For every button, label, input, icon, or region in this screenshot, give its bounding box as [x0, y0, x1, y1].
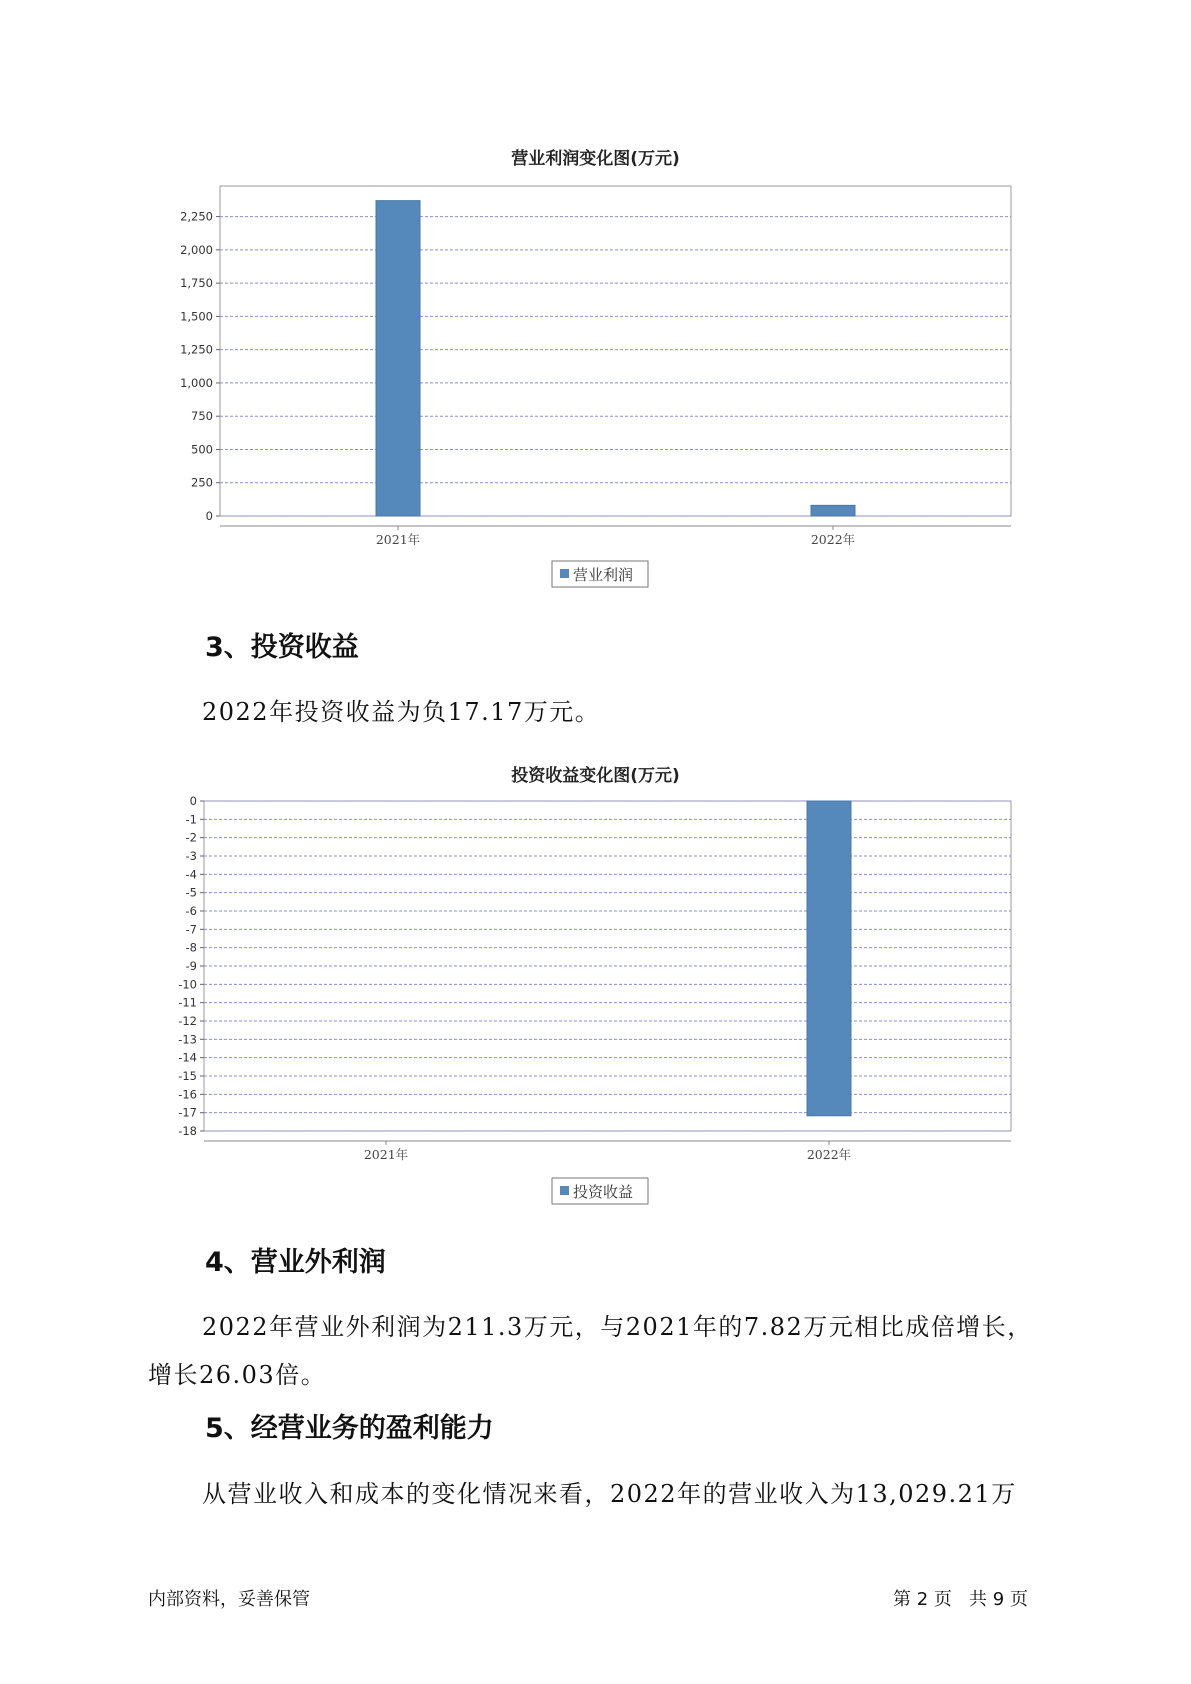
section-4-heading: 4、营业外利润: [205, 1247, 386, 1278]
x-tick-label: 2022年: [806, 1147, 852, 1162]
section-4-text-line2: 增长26.03倍。: [148, 1361, 327, 1389]
legend-swatch: [560, 569, 569, 578]
chart1-title: 营业利润变化图(万元): [511, 149, 680, 169]
y-tick-label: 750: [191, 409, 213, 424]
chart2-title: 投资收益变化图(万元): [511, 766, 680, 786]
plot-area: [220, 186, 1011, 516]
bar-2022年: [811, 505, 855, 516]
y-tick-label: -5: [185, 885, 197, 900]
legend-label: 投资收益: [573, 1183, 634, 1201]
operating-profit-chart: [0, 170, 1191, 590]
x-tick-label: 2021年: [375, 532, 421, 547]
y-tick-label: -1: [185, 812, 197, 827]
y-tick-label: -10: [178, 977, 197, 992]
y-tick-label: 500: [191, 442, 213, 457]
footer-page-number: 第 2 页 共 9 页: [893, 1589, 1028, 1610]
y-tick-label: -2: [185, 830, 197, 845]
y-tick-label: -14: [178, 1050, 197, 1065]
x-tick-label: 2021年: [363, 1147, 409, 1162]
bar-2022年: [807, 801, 851, 1116]
y-tick-label: -4: [185, 867, 197, 882]
y-tick-label: -18: [178, 1124, 197, 1138]
bar-2021年: [376, 201, 420, 516]
section-4-text-line1: 2022年营业外利润为211.3万元，与2021年的7.82万元相比成倍增长，: [202, 1313, 1033, 1341]
y-tick-label: 2,250: [180, 209, 213, 224]
y-tick-label: -17: [178, 1105, 197, 1120]
y-tick-label: 0: [205, 509, 213, 523]
y-tick-label: -13: [178, 1032, 197, 1047]
investment-income-chart: [0, 790, 1191, 1210]
footer-confidential: 内部资料，妥善保管: [148, 1589, 310, 1610]
y-tick-label: -8: [185, 940, 197, 955]
y-tick-label: 0: [189, 794, 197, 808]
y-tick-label: 250: [191, 475, 213, 490]
y-tick-label: 1,000: [180, 375, 213, 390]
y-tick-label: 1,250: [180, 342, 213, 357]
y-tick-label: -15: [178, 1069, 197, 1083]
section-3-text: 2022年投资收益为负17.17万元。: [202, 698, 601, 726]
legend-label: 营业利润: [573, 566, 634, 584]
x-tick-label: 2022年: [810, 532, 856, 547]
y-tick-label: -16: [178, 1087, 197, 1102]
y-tick-label: -6: [185, 904, 197, 918]
y-tick-label: -12: [178, 1014, 197, 1028]
y-tick-label: -11: [178, 995, 197, 1010]
y-tick-label: -7: [185, 922, 197, 937]
section-5-heading: 5、经营业务的盈利能力: [205, 1413, 494, 1444]
y-tick-label: -9: [185, 959, 197, 973]
section-3-heading: 3、投资收益: [205, 632, 359, 663]
y-tick-label: 2,000: [180, 242, 213, 257]
section-5-text: 从营业收入和成本的变化情况来看，2022年的营业收入为13,029.21万: [202, 1480, 1017, 1508]
legend-swatch: [560, 1186, 569, 1195]
y-tick-label: 1,500: [180, 309, 213, 324]
y-tick-label: -3: [185, 849, 197, 863]
y-tick-label: 1,750: [180, 276, 213, 291]
